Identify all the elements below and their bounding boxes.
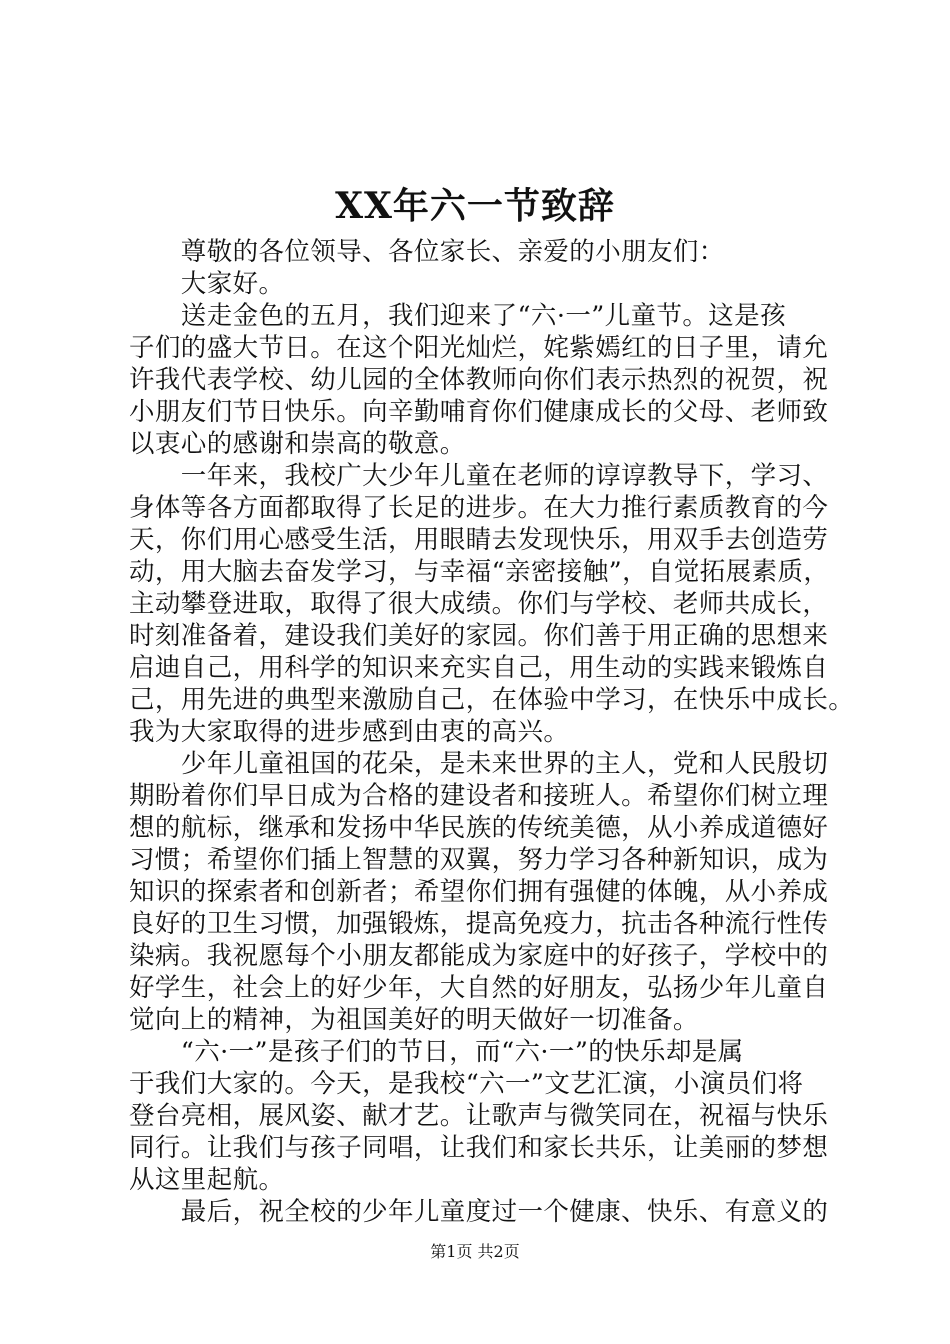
document-title: XX年六一节致辞 [335, 185, 615, 227]
body-line: 子们的盛大节日。在这个阳光灿烂，姹紫嫣红的日子里，请允 [129, 333, 829, 363]
body-line: 一年来，我校广大少年儿童在老师的谆谆教导下，学习、 [129, 461, 829, 491]
body-line: 于我们大家的。今天，是我校“六一”文艺汇演，小演员们将 [129, 1069, 804, 1099]
body-line: 从这里起航。 [129, 1165, 285, 1195]
body-line: 期盼着你们早日成为合格的建设者和接班人。希望你们树立理 [129, 781, 829, 811]
body-line: 知识的探索者和创新者；希望你们拥有强健的体魄，从小养成 [129, 877, 829, 907]
body-line: 许我代表学校、幼儿园的全体教师向你们表示热烈的祝贺，祝 [129, 365, 829, 395]
body-line: 送走金色的五月，我们迎来了“六·一”儿童节。这是孩 [129, 301, 786, 331]
body-line: “六·一”是孩子们的节日，而“六·一”的快乐却是属 [129, 1037, 744, 1067]
page-footer: 第1页 共2页 [430, 1242, 520, 1261]
body-line: 染病。我祝愿每个小朋友都能成为家庭中的好孩子，学校中的 [129, 941, 829, 971]
body-line: 主动攀登进取，取得了很大成绩。你们与学校、老师共成长， [129, 589, 829, 619]
body-line: 尊敬的各位领导、各位家长、亲爱的小朋友们： [129, 237, 725, 267]
body-line: 习惯；希望你们插上智慧的双翼，努力学习各种新知识，成为 [129, 845, 829, 875]
body-line: 好学生，社会上的好少年，大自然的好朋友，弘扬少年儿童自 [129, 973, 829, 1003]
body-line: 动，用大脑去奋发学习，与幸福“亲密接触”，自觉拓展素质， [129, 557, 830, 587]
body-line: 同行。让我们与孩子同唱，让我们和家长共乐，让美丽的梦想 [129, 1133, 829, 1163]
body-line: 天，你们用心感受生活，用眼睛去发现快乐，用双手去创造劳 [129, 525, 829, 555]
body-line: 良好的卫生习惯，加强锻炼，提高免疫力，抗击各种流行性传 [129, 909, 829, 939]
body-line: 觉向上的精神，为祖国美好的明天做好一切准备。 [129, 1005, 699, 1035]
body-line: 我为大家取得的进步感到由衷的高兴。 [129, 717, 570, 747]
body-line: 己，用先进的典型来激励自己，在体验中学习，在快乐中成长。 [129, 685, 855, 715]
body-line: 大家好。 [129, 269, 285, 299]
body-line: 小朋友们节日快乐。向辛勤哺育你们健康成长的父母、老师致 [129, 397, 829, 427]
body-line: 身体等各方面都取得了长足的进步。在大力推行素质教育的今 [129, 493, 829, 523]
body-line: 少年儿童祖国的花朵，是未来世界的主人，党和人民殷切 [129, 749, 829, 779]
document-body [129, 236, 855, 1228]
body-line: 以衷心的感谢和崇高的敬意。 [129, 429, 466, 459]
body-line: 想的航标，继承和发扬中华民族的传统美德，从小养成道德好 [129, 813, 829, 843]
body-line: 最后，祝全校的少年儿童度过一个健康、快乐、有意义的 [129, 1197, 829, 1227]
body-line: 启迪自己，用科学的知识来充实自己，用生动的实践来锻炼自 [129, 653, 829, 683]
body-line: 时刻准备着，建设我们美好的家园。你们善于用正确的思想来 [129, 621, 829, 651]
body-line: 登台亮相，展风姿、献才艺。让歌声与微笑同在，祝福与快乐 [129, 1101, 829, 1131]
